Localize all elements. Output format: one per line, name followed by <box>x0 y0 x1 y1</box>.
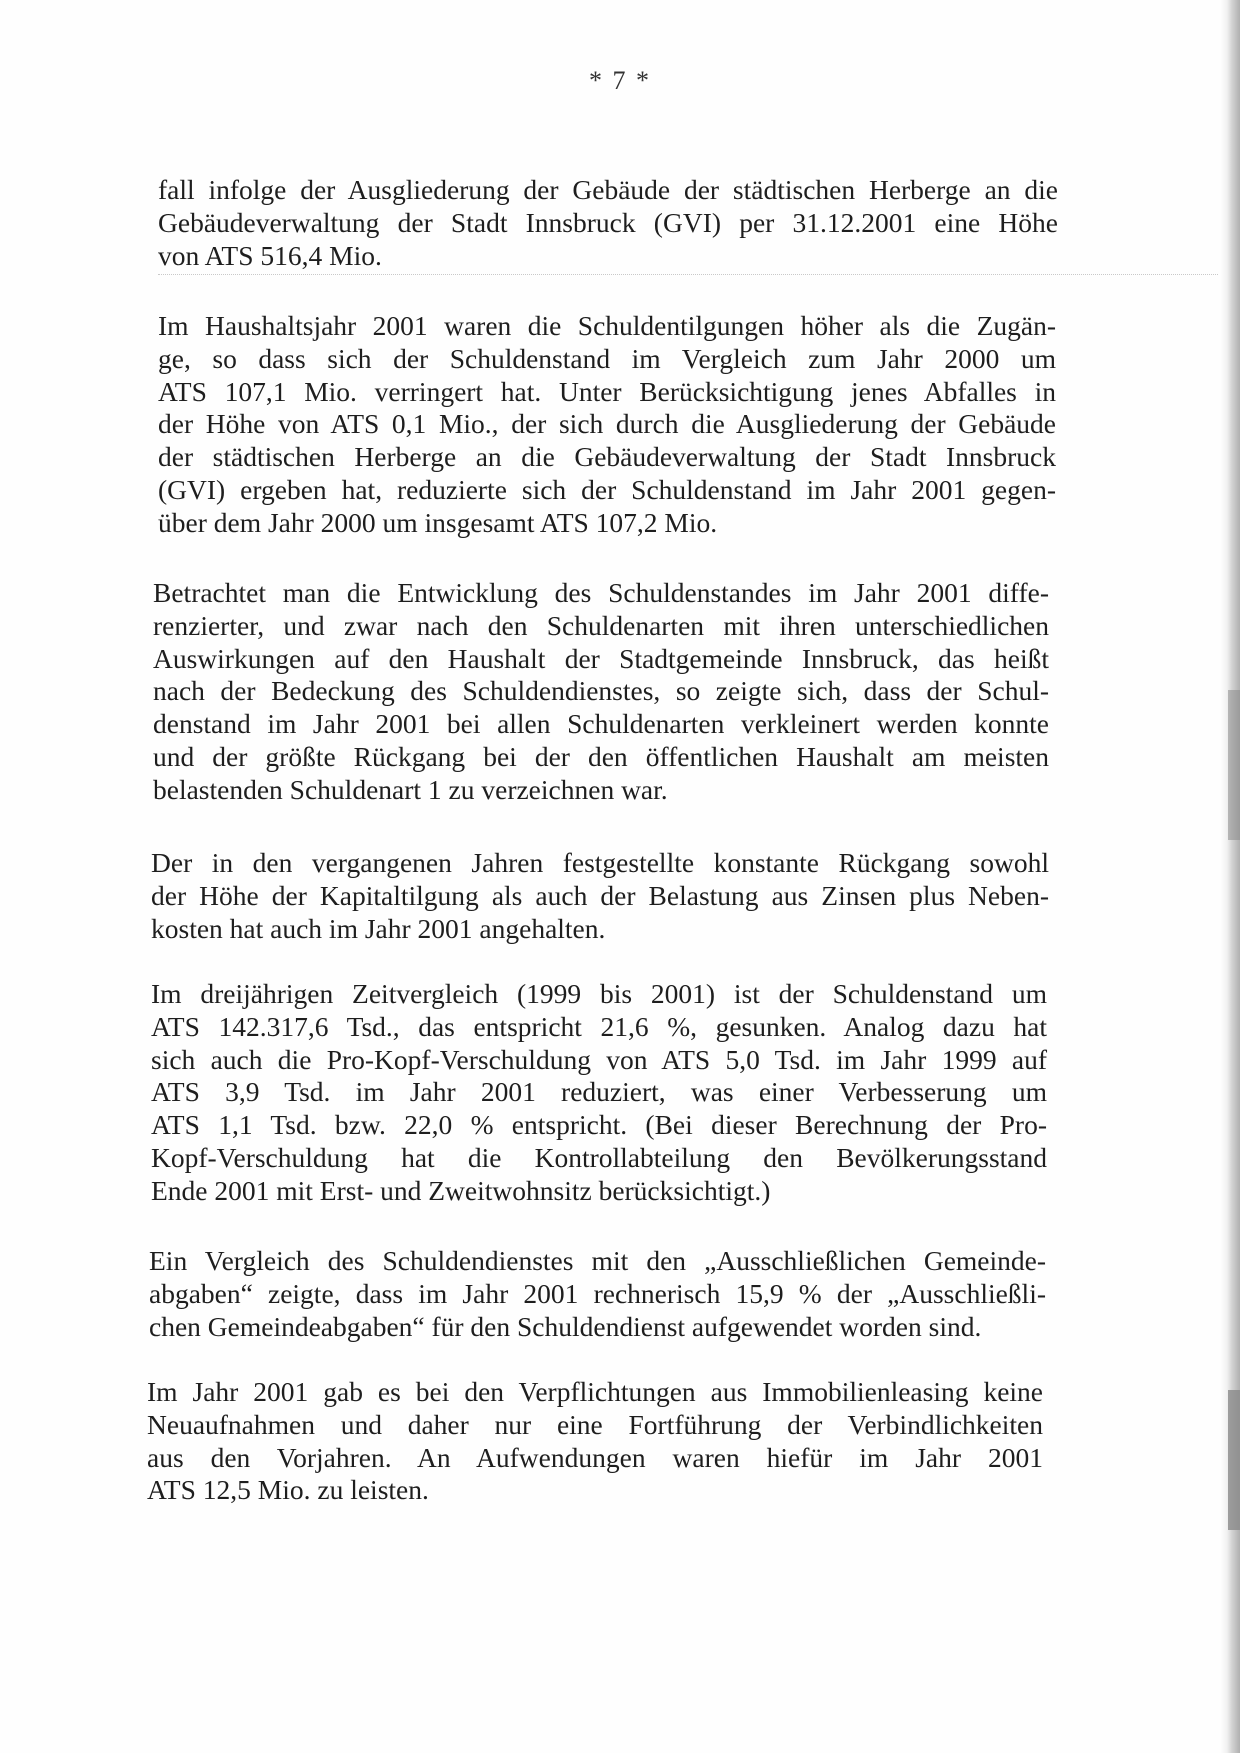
text-line: der städtischen Herberge an die Gebäudeverwaltung der Stadt Innsbruck <box>158 441 1056 473</box>
text-line: Im dreijährigen Zeitvergleich (1999 bis 2001) ist der Schuldenstand um <box>151 978 1047 1009</box>
scan-divider-line <box>158 274 1218 275</box>
text-line: belastenden Schuldenart 1 zu verzeichnen war. <box>153 773 668 805</box>
text-line: der Höhe der Kapitaltilgung als auch der Belastung aus Zinsen plus Neben- <box>151 879 1049 911</box>
text-line: der Höhe von ATS 0,1 Mio., der sich durch die Ausgliederung der Gebäude <box>158 408 1056 440</box>
text-line: Der in den vergangenen Jahren festgestellte konstante Rückgang sowohl <box>151 847 1049 878</box>
text-line: renzierter, und zwar nach den Schuldenarten mit ihren unterschiedlichen <box>153 609 1049 641</box>
scan-page-edge-shadow <box>1228 690 1240 840</box>
text-line: abgaben“ zeigte, dass im Jahr 2001 rechnerisch 15,9 % der „Ausschließli- <box>149 1277 1046 1309</box>
text-line: ATS 1,1 Tsd. bzw. 22,0 % entspricht. (Bei dieser Berechnung der Pro- <box>151 1109 1047 1141</box>
text-line: Kopf-Verschuldung hat die Kontrollabteilung den Bevölkerungsstand <box>151 1141 1047 1173</box>
paragraph-7 <box>147 1376 1043 1507</box>
text-line: fall infolge der Ausgliederung der Gebäude der städtischen Herberge an die <box>158 174 1058 205</box>
text-line: und der größte Rückgang bei der den öffentlichen Haushalt am meisten <box>153 740 1049 772</box>
text-line: ATS 107,1 Mio. verringert hat. Unter Berücksichtigung jenes Abfalles in <box>158 375 1056 407</box>
text-line: ATS 3,9 Tsd. im Jahr 2001 reduziert, was einer Verbesserung um <box>151 1076 1047 1108</box>
paragraph-4 <box>151 847 1049 945</box>
text-line: von ATS 516,4 Mio. <box>158 239 382 271</box>
paragraph-2 <box>158 310 1056 540</box>
text-line: sich auch die Pro-Kopf-Verschuldung von ATS 5,0 Tsd. im Jahr 1999 auf <box>151 1043 1047 1075</box>
text-line: kosten hat auch im Jahr 2001 angehalten. <box>151 912 606 944</box>
scan-page-edge-shadow <box>1228 1390 1240 1530</box>
text-line: Im Haushaltsjahr 2001 waren die Schuldentilgungen höher als die Zugän- <box>158 310 1056 341</box>
text-line: denstand im Jahr 2001 bei allen Schuldenarten verkleinert werden konnte <box>153 708 1049 740</box>
text-line: Neuaufnahmen und daher nur eine Fortführung der Verbindlichkeiten <box>147 1408 1043 1440</box>
paragraph-1 <box>158 174 1058 272</box>
text-line: ge, so dass sich der Schuldenstand im Vergleich zum Jahr 2000 um <box>158 342 1056 374</box>
text-line: Ein Vergleich des Schuldendienstes mit den „Ausschließlichen Gemeinde- <box>149 1245 1046 1276</box>
text-line: Im Jahr 2001 gab es bei den Verpflichtungen aus Immobilienleasing keine <box>147 1376 1043 1407</box>
page-number: * 7 * <box>589 66 651 95</box>
paragraph-6 <box>149 1245 1046 1343</box>
text-line: Gebäudeverwaltung der Stadt Innsbruck (GVI) per 31.12.2001 eine Höhe <box>158 206 1058 238</box>
text-line: Auswirkungen auf den Haushalt der Stadtgemeinde Innsbruck, das heißt <box>153 642 1049 674</box>
paragraph-5 <box>151 978 1047 1208</box>
text-line: ATS 12,5 Mio. zu leisten. <box>147 1474 429 1506</box>
paragraph-3 <box>153 577 1049 807</box>
text-line: Ende 2001 mit Erst- und Zweitwohnsitz berücksichtigt.) <box>151 1174 771 1206</box>
text-line: aus den Vorjahren. An Aufwendungen waren hiefür im Jahr 2001 <box>147 1441 1043 1473</box>
text-line: nach der Bedeckung des Schuldendienstes, so zeigte sich, dass der Schul- <box>153 675 1049 707</box>
text-line: chen Gemeindeabgaben“ für den Schuldendienst aufgewendet worden sind. <box>149 1310 982 1342</box>
text-line: ATS 142.317,6 Tsd., das entspricht 21,6 %, gesunken. Analog dazu hat <box>151 1010 1047 1042</box>
text-line: (GVI) ergeben hat, reduzierte sich der Schuldenstand im Jahr 2001 gegen- <box>158 473 1056 505</box>
text-line: Betrachtet man die Entwicklung des Schuldenstandes im Jahr 2001 diffe- <box>153 577 1049 608</box>
text-line: über dem Jahr 2000 um insgesamt ATS 107,2 Mio. <box>158 506 718 538</box>
